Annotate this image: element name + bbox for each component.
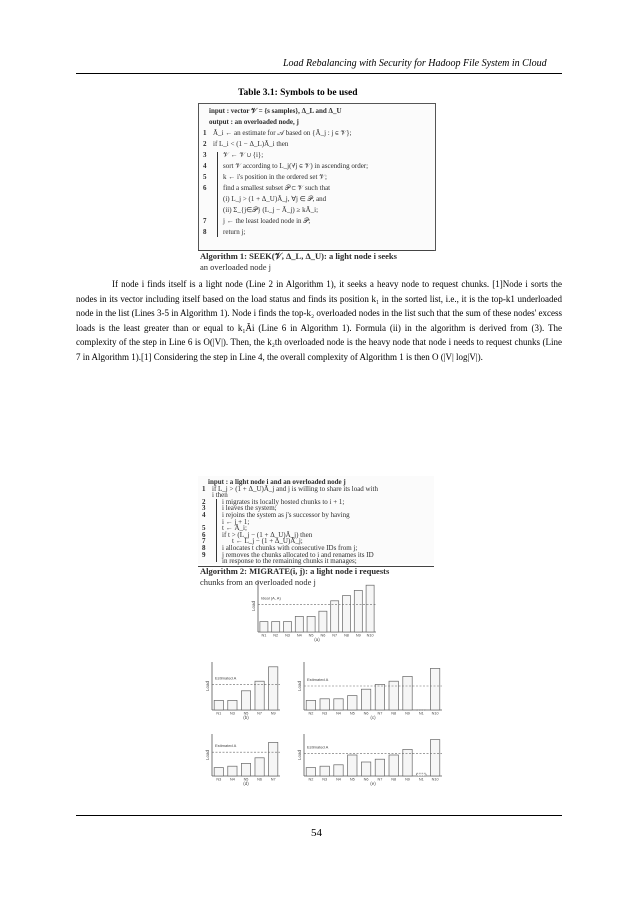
panel-b-bar: [228, 700, 237, 710]
panel-e-tick-label: N9: [405, 777, 410, 782]
panel-c-bar: [306, 700, 315, 710]
panel-c-bar: [334, 699, 343, 710]
panel-b-tick-label: N7: [257, 711, 263, 716]
algorithm-2-line: i allocates t chunks with consecutive IDs from j;: [222, 544, 358, 552]
panel-b-tick-label: N1: [216, 711, 222, 716]
panel-e-bar: [430, 740, 439, 776]
panel-e-sublabel: (e): [370, 781, 376, 786]
panel-e-bar: [389, 755, 398, 776]
panel-c-bar: [389, 681, 398, 710]
header-rule: [76, 73, 562, 74]
page-number: 54: [311, 827, 322, 839]
panel-c-tick-label: N3: [322, 711, 328, 716]
panel-c-tick-label: N4: [336, 711, 341, 716]
panel-a-tick-label: N9: [355, 633, 361, 638]
panel-a-bar: [272, 622, 280, 632]
panel-c-reference-label: Estimated A: [307, 677, 329, 682]
panel-b-bar: [269, 667, 278, 710]
algorithm-2-line-number: 6: [202, 530, 206, 539]
algorithm-2-line-number: 8: [202, 544, 206, 552]
algorithm-1-line: if L_i < (1 − Δ_L)Ã_i then: [213, 140, 289, 148]
algorithm-1-line-number: 5: [203, 173, 207, 181]
panel-a-tick-label: N6: [320, 633, 326, 638]
panel-e-bar: [334, 765, 343, 776]
panel-d-bar: [241, 763, 250, 776]
algorithm-2-line-number: 1: [202, 484, 206, 493]
panel-c-tick-label: N2: [308, 711, 314, 716]
algorithm-1-line-number: 1: [203, 129, 207, 137]
algorithm-1-line: j ← the least loaded node in 𝒫;: [223, 217, 311, 225]
algorithm-2-line: i ← j + 1;: [222, 517, 250, 526]
panel-d-bar: [228, 766, 237, 776]
algorithm-2-line: in response to the remaining chunks it manages;: [222, 557, 357, 566]
algorithm-1-line-number: 8: [203, 228, 207, 236]
panel-b-bar: [241, 691, 250, 710]
panel-e-bar: [348, 755, 357, 776]
panel-a-y-label: Load: [251, 600, 256, 612]
algorithm-2-caption-line2: chunks from an overloaded node j: [200, 577, 316, 587]
algorithm-2-line-number: 7: [202, 537, 206, 546]
panel-c-bar: [430, 668, 439, 710]
panel-b-tick-label: N9: [270, 711, 276, 716]
panel-a-tick-label: N5: [308, 633, 314, 638]
algorithm-2-line-number: 5: [202, 524, 206, 533]
panel-a-bar: [260, 622, 268, 632]
panel-c-tick-label: N10: [431, 711, 439, 716]
footer-rule: [76, 815, 562, 816]
panel-c-bar: [361, 689, 370, 710]
panel-a-bar: [342, 596, 350, 632]
algorithm-2-line: i leaves the system;: [222, 504, 277, 513]
panel-e-tick-label: N7: [377, 777, 383, 782]
algorithm-1-line: sort 𝒱 according to L_j(∀j ∈ 𝒱) in ascending order;: [223, 162, 369, 170]
panel-a-reference-label: Ideal (A, A): [261, 595, 281, 601]
panel-e-tick-label: N10: [431, 777, 439, 782]
algorithm-2-line: if L_j > (1 + Δ_U)Ã_j and j is willing to share its load with: [212, 484, 378, 493]
algorithm-1-line-number: 3: [203, 151, 207, 159]
panel-a-bar: [366, 585, 374, 632]
algorithm-2-line-number: 4: [202, 511, 206, 519]
algorithm-1-line-number: 4: [203, 162, 207, 170]
panel-d-bar: [214, 768, 223, 776]
algorithm-1-line: (ii) Σ_{j∈𝒫} (L_j − Ã_j) ≥ kÃ_i;: [223, 206, 319, 214]
algorithm-2-line-number: 2: [202, 497, 206, 506]
algorithm-1-line: output : an overloaded node, j: [209, 118, 299, 126]
panel-d-tick-label: N7: [270, 777, 276, 782]
panel-c-tick-label: N5: [349, 711, 355, 716]
algorithm-1-line: find a smallest subset 𝒫 ⊂ 𝒱 such that: [223, 184, 331, 192]
algorithm-1-block-bar: [217, 152, 218, 237]
panel-c-bar: [375, 684, 384, 710]
algorithm-1-caption-line1: Algorithm 1: SEEK(𝒱, Δ_L, Δ_U): a light node i seeks: [200, 251, 397, 261]
algorithm-1-line: return j;: [223, 228, 246, 236]
algorithm-2-line-number: 3: [202, 504, 206, 513]
panel-c-sublabel: (c): [370, 715, 376, 720]
panel-a-tick-label: N1: [261, 633, 267, 638]
panel-d-tick-label: N3: [216, 777, 222, 782]
algorithm-1-line-number: 2: [203, 140, 207, 148]
panel-e-tick-label: N5: [349, 777, 355, 782]
panel-e-reference-label: Estimated A: [307, 744, 329, 750]
panel-e-bar: [417, 773, 426, 776]
panel-e-tick-label: N2: [308, 777, 314, 782]
panel-b-bar: [214, 700, 223, 710]
panel-a-tick-label: N8: [344, 633, 349, 638]
algorithm-1-line: Ã_i ← an estimate for 𝒜 based on {Ã_j : j ∈ 𝒱};: [213, 129, 352, 137]
algorithm-2-line: t ← Ã_i;: [222, 524, 247, 533]
panel-c-tick-label: N6: [363, 711, 369, 716]
panel-a-bar: [354, 590, 362, 632]
algorithm-1-line: k ← i's position in the ordered set 𝒱;: [223, 173, 327, 181]
panel-e-bar: [306, 768, 315, 776]
panel-c-bar: [320, 699, 329, 710]
panel-e-bar: [320, 766, 329, 776]
panel-e-tick-label: N3: [322, 777, 328, 782]
panel-b-tick-label: N5: [243, 711, 249, 716]
algorithm-1-line: (i) L_j > (1 + Δ_U)Ã_j, ∀j ∈ 𝒫, and: [223, 195, 327, 203]
panel-d-tick-label: N4: [229, 777, 235, 782]
algorithm-2-line-number: 9: [202, 550, 206, 559]
panel-a-bar: [295, 616, 303, 632]
panel-a-bar: [319, 611, 327, 632]
algorithm-2-line: i then: [212, 491, 228, 500]
algorithm-1-line-number: 7: [203, 217, 207, 225]
algorithm-2-line: i rejoins the system as j's successor by having: [222, 511, 350, 519]
body-paragraph: [76, 277, 562, 365]
panel-b-y-label: Load: [205, 680, 210, 692]
panel-e-y-label: Load: [297, 749, 302, 761]
panel-a-tick-label: N4: [296, 633, 302, 638]
load-bar-figure: [200, 576, 444, 794]
algorithm-1-line: 𝒱 ← 𝒱 ∪ {i};: [223, 151, 264, 159]
panel-d-tick-label: N6: [257, 777, 263, 782]
panel-c-tick-label: N9: [405, 711, 410, 716]
panel-c-y-label: Load: [297, 680, 302, 692]
panel-e-tick-label: N1: [418, 777, 424, 782]
algorithm-1-caption: [200, 251, 397, 273]
panel-b-tick-label: N3: [229, 711, 235, 716]
algorithm-1-line-number: 6: [203, 184, 207, 192]
algorithm-1-box: [198, 103, 436, 251]
paragraph-text: If node i finds itself is a light node (Line 2 in Algorithm 1), it seeks a heavy node to request chunks. [1]Node i sorts the nodes in its vector including itself based on the load status and finds its position k₁ in the sorted list, i.e., it is the top-k1 underloaded node in the list (Lines 3-5 in Algorithm 1). Node i finds the top-k₂ overloaded nodes in the list such that the sum of these nodes' excess loads is the least greater than or equal to k₁Ãi (Line 6 in Algorithm 1). Formula (ii) in the algorithm is derived from (3). The complexity of the step in Line 6 is O(|V|). Then, the k₂th overloaded node is the heavy node that node i needs to request chunks (Line 7 in Algorithm 1).[1] Considering the step in Line 4, the overall complexity of Algorithm 1 is then O (|V| log|V|).: [76, 279, 562, 362]
algorithm-2-box: [198, 476, 434, 564]
algorithm-2-caption-line1: Algorithm 2: MIGRATE(i, j): a light node i requests: [200, 566, 390, 576]
panel-d-tick-label: N5: [243, 777, 249, 782]
algorithm-2-line: input : a light node i and an overloaded node j: [208, 478, 346, 486]
algorithm-2-block-bar: [216, 499, 217, 562]
panel-c-tick-label: N7: [377, 711, 383, 716]
panel-a-bar: [331, 601, 339, 632]
algorithm-2-line: if t > (L_j − (1 + Δ_U)Ã_j) then: [222, 530, 313, 539]
panel-a-tick-label: N10: [366, 633, 374, 638]
panel-d-y-label: Load: [205, 749, 210, 761]
panel-e-bar: [375, 759, 384, 776]
panel-d-bar: [269, 742, 278, 776]
panel-a-bar: [307, 616, 315, 632]
panel-d-sublabel: (d): [243, 781, 249, 786]
algorithm-2-line: t ← L_j − (1 + Δ_U)Ã_j;: [232, 537, 303, 546]
panel-a-tick-label: N7: [332, 633, 338, 638]
panel-a-tick-label: N3: [285, 633, 290, 638]
panel-c-tick-label: N1: [418, 711, 424, 716]
running-header: Load Rebalancing with Security for Hadoop File System in Cloud: [283, 58, 547, 69]
panel-b-bar: [255, 681, 264, 710]
panel-e-tick-label: N4: [336, 777, 341, 782]
panel-d-reference-label: Estimated A: [215, 743, 237, 749]
panel-e-bar: [361, 762, 370, 776]
panel-a-tick-label: N2: [273, 633, 279, 638]
panel-e-tick-label: N6: [363, 777, 369, 782]
panel-b-reference-label: Estimated A: [215, 675, 237, 681]
panel-c-bar: [348, 696, 357, 710]
algorithm-1-line: input : vector 𝒱 = {s samples}, Δ_L and Δ_U: [209, 107, 342, 115]
panel-c-bar: [403, 676, 412, 710]
panel-a-bar: [283, 622, 291, 632]
table-caption: Table 3.1: Symbols to be used: [238, 88, 358, 98]
panel-b-sublabel: (b): [243, 715, 249, 720]
panel-d-bar: [255, 758, 264, 776]
panel-c-tick-label: N8: [391, 711, 397, 716]
panel-e-tick-label: N8: [391, 777, 397, 782]
panel-a-sublabel: (a): [314, 637, 320, 642]
algorithm-1-caption-line2: an overloaded node j: [200, 262, 272, 272]
algorithm-2-line: j removes the chunks allocated to i and renames its ID: [222, 550, 374, 559]
algorithm-2-line: i migrates its locally hosted chunks to i + 1;: [222, 497, 345, 506]
